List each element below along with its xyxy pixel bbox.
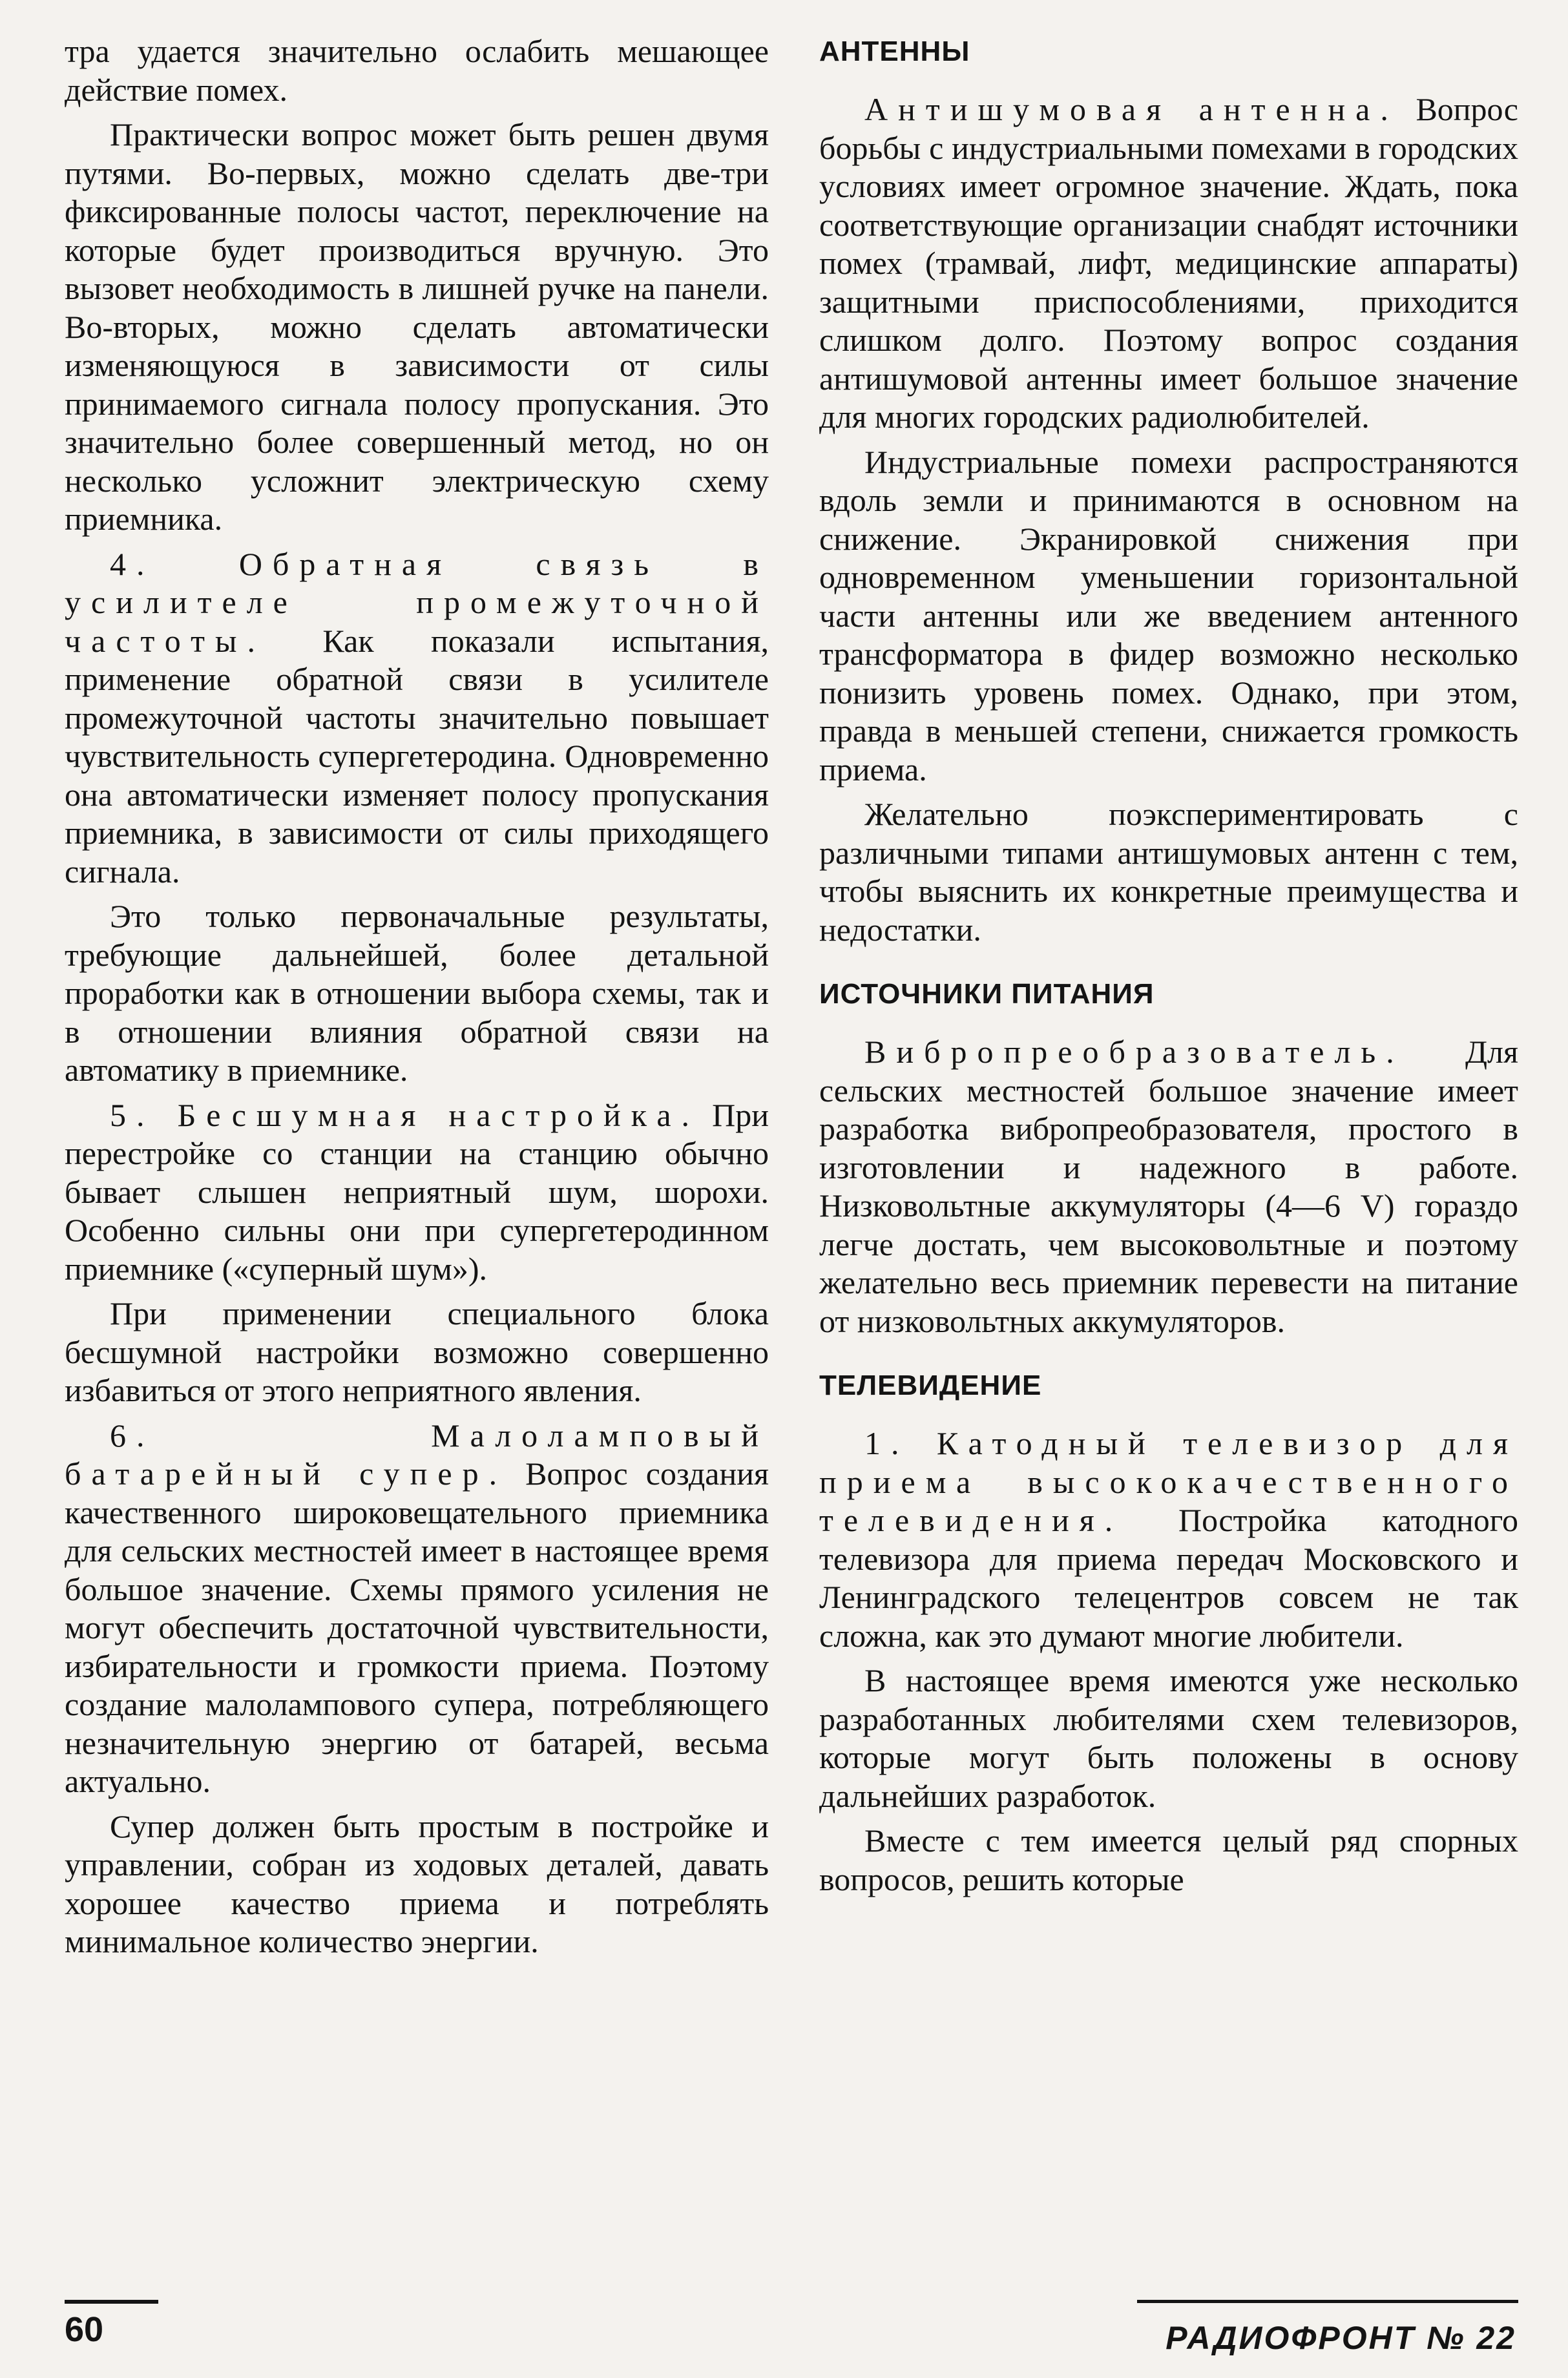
footer-rule-right (1137, 2300, 1518, 2303)
paragraph: При применении специального блока бесшумной настройки возможно совершенно избавиться от этого неприятного явления. (65, 1295, 769, 1408)
subsection-title-vibrator: Вибропреобразователь. (864, 1034, 1405, 1070)
paragraph-antenna (819, 90, 1518, 437)
footer-rule-left (65, 2300, 158, 2304)
paragraph: Желательно поэкспериментировать с различными типами антишумовых антенн с тем, чтобы выяснить их конкретные преимущества и недостатки. (819, 796, 1518, 948)
section-body: Как показали испытания, применение обратной связи в усилителе промежуточной частоты значительно повышает чувствительность супергетеродина. Одновременно она автоматически изменяет полосу пропускания приемника, в зависимости от силы приходящего сигнала. (65, 622, 769, 890)
section-title-feedback: 4. Обратная связь в усилителе промежуточной частоты. (65, 545, 769, 659)
subsection-body: Постройка катодного телевизора для приема передач Московского и Ленинградского телецентров совсем не так сложна, как это думают многие любители. (819, 1502, 1518, 1654)
paragraph-vibrator (819, 1033, 1518, 1340)
paragraph-section-4 (65, 545, 769, 892)
subsection-body: Вопрос борьбы с индустриальными помехами в городских условиях имеет огромное значение. Ждать, пока соответствующие организации снабдят источники помех (трамвай, лифт, медицинские аппараты) защитными приспособлениями, приходится слишком долго. Поэтому вопрос создания антишумовой антенны имеет большое значение для многих городских радиолюбителей. (819, 91, 1518, 435)
paragraph: Индустриальные помехи распространяются вдоль земли и принимаются в основном на снижение. Экранировкой снижения при одновременном уменьшении горизонтальной части антенны или же введением антенного трансформатора в фидер возможно несколько понизить уровень помех. Однако, при этом, правда в меньшей степени, снижается громкость приема. (819, 443, 1518, 787)
paragraph-cathode-tv (819, 1424, 1518, 1655)
left-column (65, 32, 769, 1968)
heading-power-sources: ИСТОЧНИКИ ПИТАНИЯ (819, 978, 1155, 1010)
subsection-title-cathode-tv: 1. Катодный телевизор для приема высококачественного телевидения. (819, 1425, 1518, 1538)
paragraph: В настоящее время имеются уже несколько разработанных любителями схем телевизоров, которые могут быть положены в основу дальнейших разработок. (819, 1662, 1518, 1814)
heading-antennas: АНТЕННЫ (819, 36, 970, 67)
right-column (819, 32, 1518, 1905)
journal-title: РАДИОФРОНТ № 22 (1166, 2320, 1516, 2356)
section-title-silent-tuning: 5. Бесшумная настройка. (110, 1096, 700, 1133)
page-number: 60 (65, 2310, 104, 2349)
section-body: Вопрос создания качественного широковещательного приемника для сельских местностей имеет в настоящее время большое значение. Схемы прямого усиления не могут обеспечить достаточной чувствительности, избирательности и громкости приема. Поэтому создание малолампового супера, потребляющего незначительную энергию от батарей, весьма актуально. (65, 1455, 769, 1799)
paragraph: Это только первоначальные результаты, требующие дальнейшей, более детальной проработки как в отношении выбора схемы, так и в отношении влияния обратной связи на автоматику в приемнике. (65, 898, 769, 1088)
paragraph: Практически вопрос может быть решен двумя путями. Во-первых, можно сделать две-три фиксированные полосы частот, переключение на которые будет производиться вручную. Это вызовет необходимость в лишней ручке на панели. Во-вторых, можно сделать автоматически изменяющуюся в зависимости от силы принимаемого сигнала полосу пропускания. Это значительно более совершенный метод, но он несколько усложнит электрическую схему приемника. (65, 116, 769, 537)
paragraph: Супер должен быть простым в постройке и управлении, собран из ходовых деталей, давать хорошее качество приема и потреблять минимальное количество энергии. (65, 1808, 769, 1959)
section-body: При перестройке со станции на станцию обычно бывает слышен неприятный шум, шорохи. Особенно сильны они при супергетеродинном приемнике («суперный шум»). (65, 1096, 769, 1287)
section-title-battery-super: 6. Малоламповый батарейный супер. (65, 1417, 769, 1492)
paragraph-section-6 (65, 1417, 769, 1801)
paragraph: тра удается значительно ослабить мешающее действие помех. (65, 33, 769, 108)
heading-television: ТЕЛЕВИДЕНИЕ (819, 1370, 1042, 1401)
subsection-body: Для сельских местностей большое значение имеет разработка вибропреобразователя, простого в изготовлении и надежного в работе. Низковольтные аккумуляторы (4—6 V) гораздо легче достать, чем высоковольтные и поэтому желательно весь приемник перевести на питание от низковольтных аккумуляторов. (819, 1034, 1518, 1339)
paragraph: Вместе с тем имеется целый ряд спорных вопросов, решить которые (819, 1822, 1518, 1897)
paragraph-section-5 (65, 1096, 769, 1289)
subsection-title-antinoise-antenna: Антишумовая антенна. (864, 91, 1399, 127)
